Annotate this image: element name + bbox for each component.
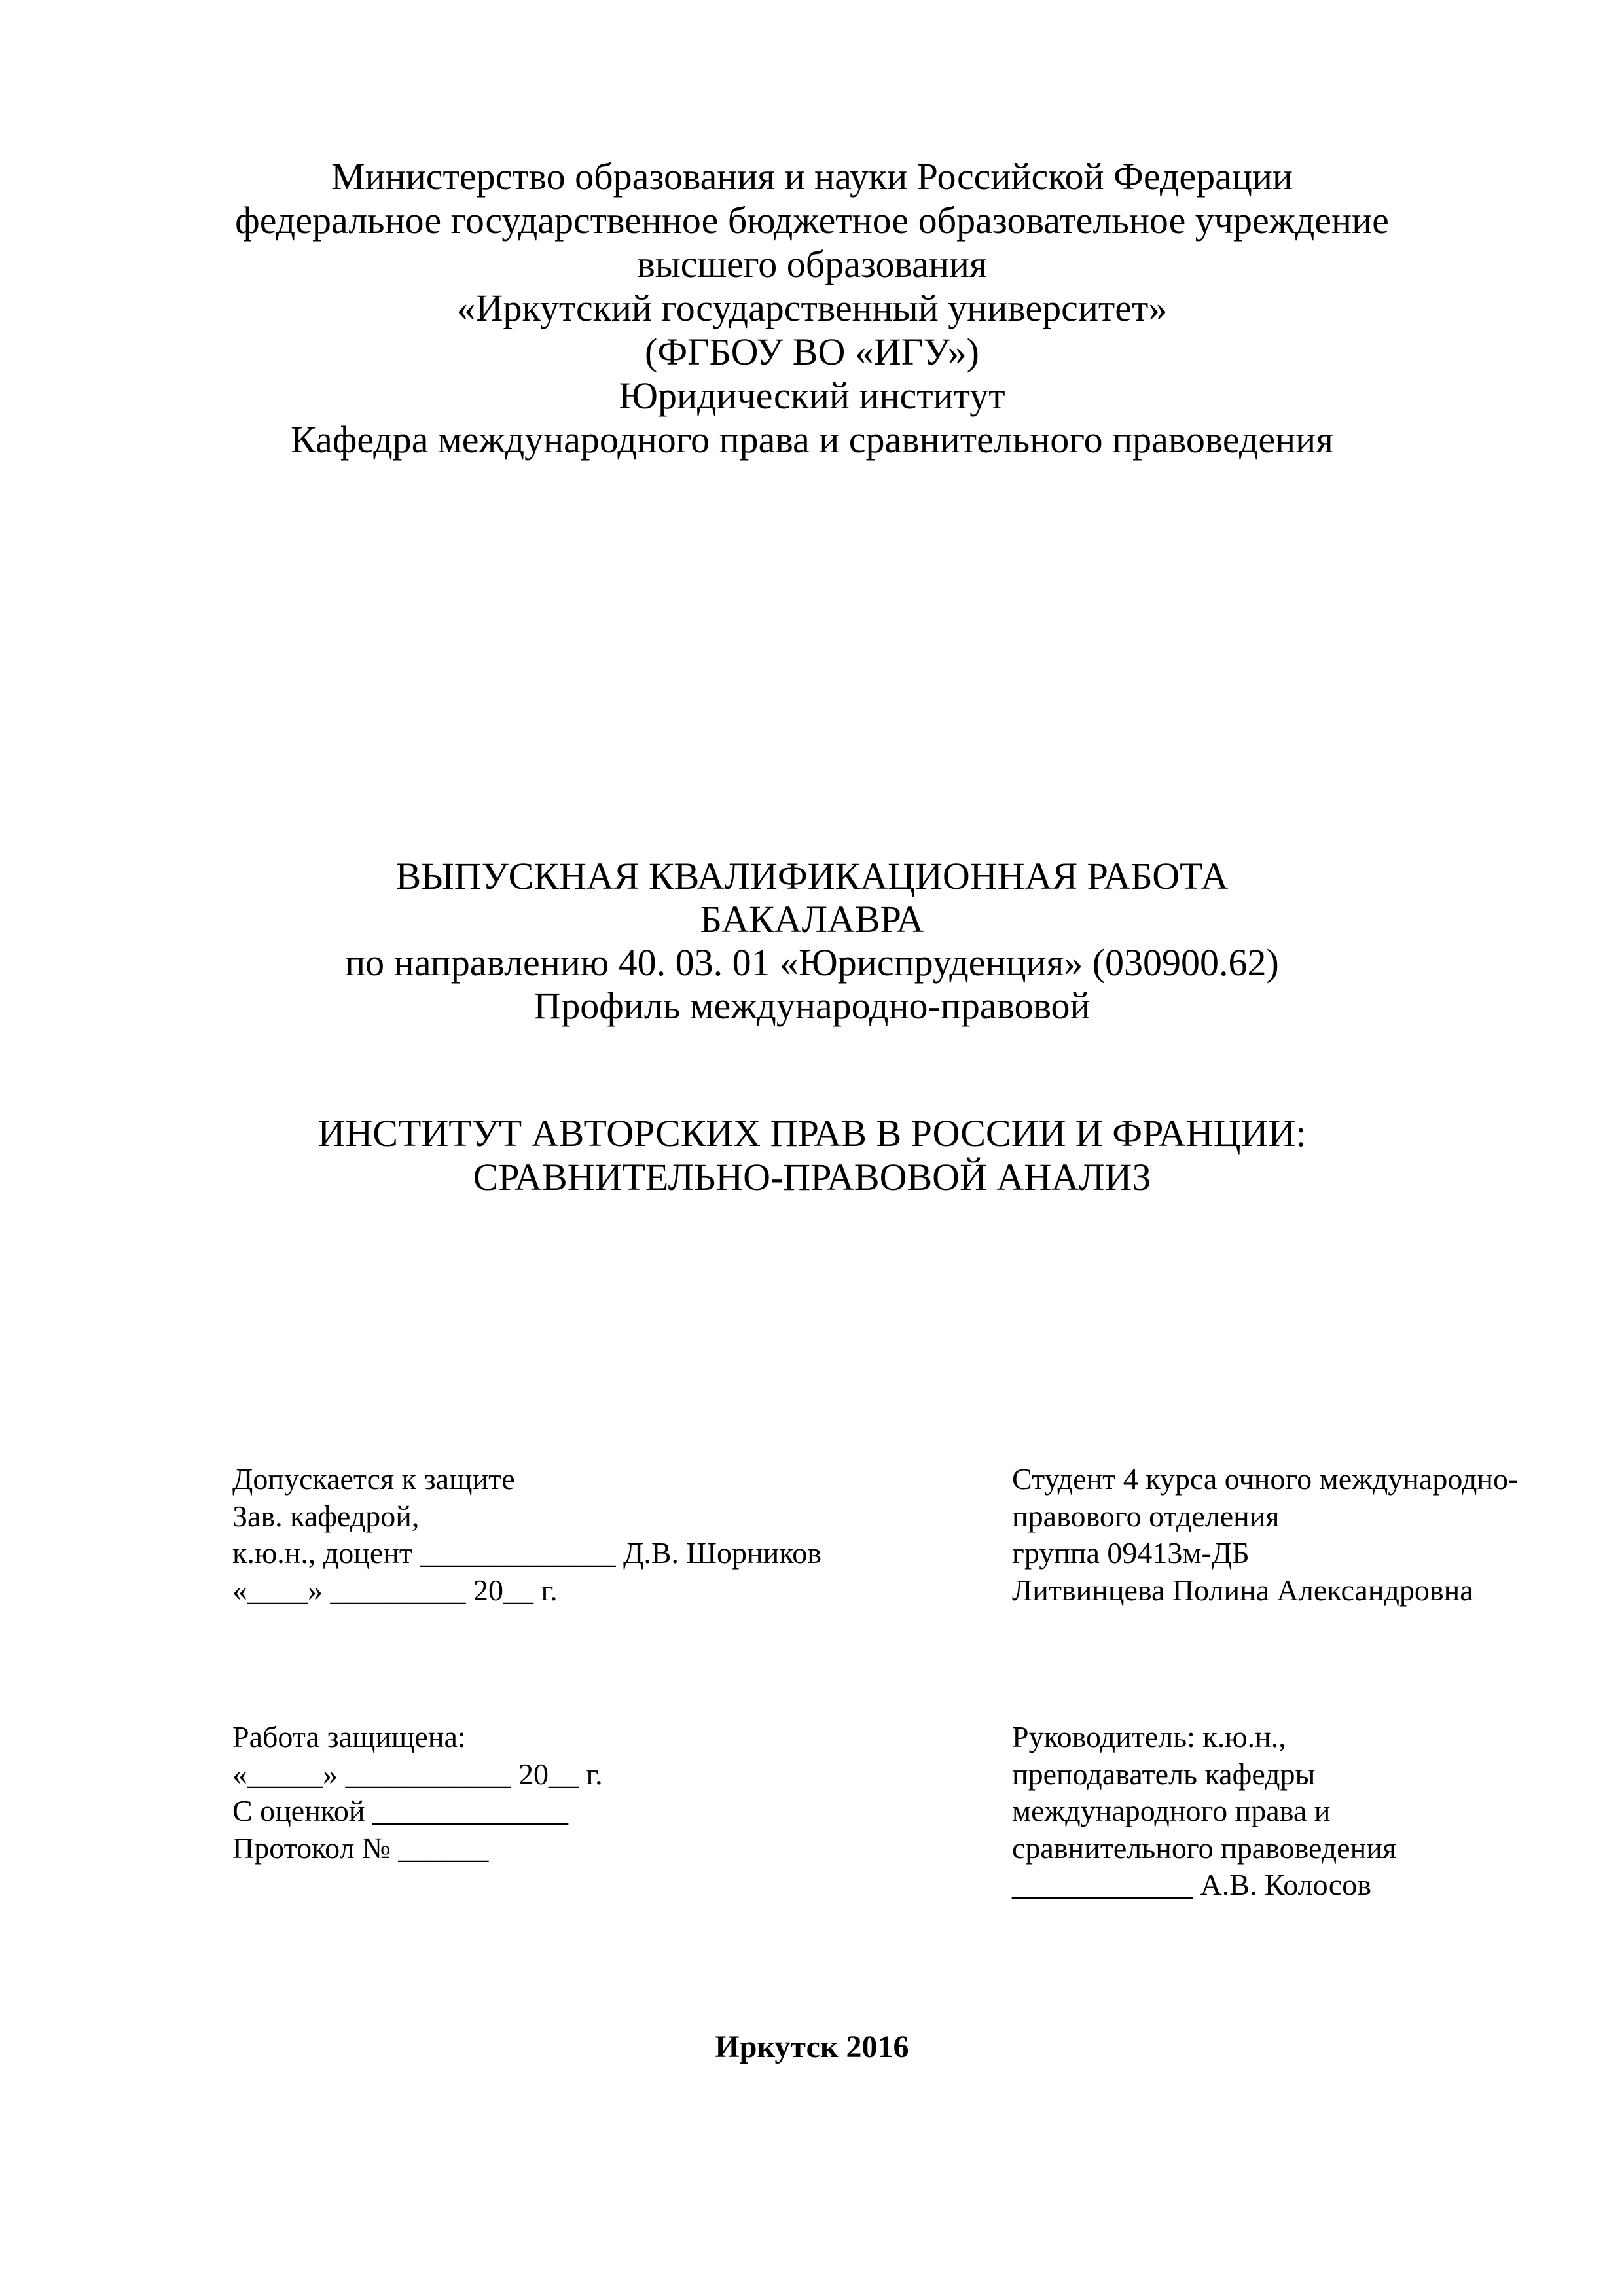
education-level-line: высшего образования	[637, 243, 987, 285]
city-year: Иркутск 2016	[715, 2030, 909, 2064]
work-type-block	[0, 855, 1624, 1028]
institution-header	[0, 154, 1624, 461]
department-line: Кафедра международного права и сравнительного правоведения	[291, 418, 1333, 461]
defense-line-2: «_____» ___________ 20__ г.	[232, 1757, 603, 1791]
admission-line-3: к.ю.н., доцент _____________ Д.В. Шорников	[232, 1536, 821, 1570]
ministry-line: Министерство образования и науки Российской Федерации	[331, 155, 1293, 198]
supervisor-block	[1012, 1719, 1396, 1904]
defense-line-4: Протокол № ______	[232, 1831, 489, 1865]
admission-line-4: «____» _________ 20__ г.	[232, 1573, 558, 1607]
institute-line: Юридический институт	[619, 374, 1005, 417]
admission-block	[232, 1461, 821, 1609]
supervisor-line-2: преподаватель кафедры	[1012, 1757, 1316, 1791]
institution-type-line: федеральное государственное бюджетное образовательное учреждение	[235, 199, 1389, 242]
thesis-title	[0, 1111, 1624, 1199]
supervisor-line-5: ____________ А.В. Колосов	[1012, 1868, 1371, 1901]
student-line-2: правового отделения	[1012, 1499, 1280, 1533]
defense-line-3: С оценкой _____________	[232, 1794, 568, 1827]
degree-line: БАКАЛАВРА	[700, 898, 924, 941]
thesis-title-line-2: СРАВНИТЕЛЬНО-ПРАВОВОЙ АНАЛИЗ	[473, 1156, 1151, 1198]
supervisor-line-1: Руководитель: к.ю.н.,	[1012, 1720, 1286, 1753]
thesis-title-line-1: ИНСТИТУТ АВТОРСКИХ ПРАВ В РОССИИ И ФРАНЦИИ:	[317, 1112, 1307, 1155]
student-line-3: группа 09413м-ДБ	[1012, 1536, 1250, 1570]
profile-line: Профиль международно-правовой	[533, 984, 1091, 1027]
university-name-line: «Иркутский государственный университет»	[456, 287, 1168, 329]
direction-line: по направлению 40. 03. 01 «Юриспруденция» (030900.62)	[345, 941, 1279, 984]
defense-line-1: Работа защищена:	[232, 1720, 466, 1753]
student-block	[1012, 1461, 1518, 1609]
supervisor-line-3: международного права и	[1012, 1794, 1331, 1827]
defense-block	[232, 1719, 603, 1867]
supervisor-line-4: сравнительного правоведения	[1012, 1831, 1396, 1865]
city-year-footer	[0, 2029, 1624, 2066]
work-type-line: ВЫПУСКНАЯ КВАЛИФИКАЦИОННАЯ РАБОТА	[395, 855, 1229, 897]
student-line-4: Литвинцева Полина Александровна	[1012, 1573, 1473, 1607]
student-line-1: Студент 4 курса очного международно-	[1012, 1462, 1519, 1496]
university-abbr-line: (ФГБОУ ВО «ИГУ»)	[645, 331, 979, 373]
admission-line-2: Зав. кафедрой,	[232, 1499, 420, 1533]
admission-line-1: Допускается к защите	[232, 1462, 515, 1496]
